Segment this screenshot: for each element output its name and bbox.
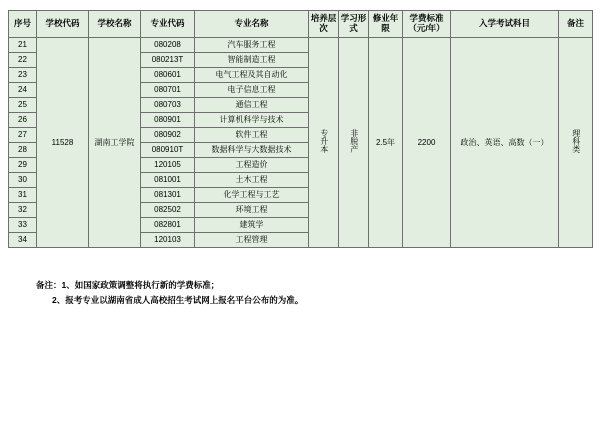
cell-major-code: 120105	[141, 158, 195, 173]
cell-remark	[559, 38, 593, 248]
table-header-row	[9, 11, 593, 38]
cell-level	[309, 38, 339, 248]
column-header-exam-subjects: 入学考试科目	[451, 11, 559, 38]
column-header-major-code: 专业代码	[141, 11, 195, 38]
cell-major-code: 080902	[141, 128, 195, 143]
cell-major-code: 082502	[141, 203, 195, 218]
cell-major-name: 通信工程	[195, 98, 309, 113]
cell-major-name: 环境工程	[195, 203, 309, 218]
footnote-line-1: 备注：1、如国家政策调整将执行新的学费标准；	[36, 280, 220, 290]
cell-fee: 2200	[403, 38, 451, 248]
cell-school-name: 湖南工学院	[89, 38, 141, 248]
cell-major-code: 080213T	[141, 53, 195, 68]
cell-major-name: 工程造价	[195, 158, 309, 173]
table-row	[9, 38, 593, 53]
cell-major-code: 082801	[141, 218, 195, 233]
cell-no: 24	[9, 83, 37, 98]
major-catalog-table	[8, 10, 593, 248]
cell-major-name: 建筑学	[195, 218, 309, 233]
cell-major-code: 080901	[141, 113, 195, 128]
cell-major-name: 计算机科学与技术	[195, 113, 309, 128]
column-header-school-name: 学校名称	[89, 11, 141, 38]
cell-major-name: 工程管理	[195, 233, 309, 248]
column-header-no: 序号	[9, 11, 37, 38]
cell-major-name: 智能制造工程	[195, 53, 309, 68]
table-header	[9, 11, 593, 38]
cell-no: 25	[9, 98, 37, 113]
cell-major-code: 080208	[141, 38, 195, 53]
cell-major-code: 080701	[141, 83, 195, 98]
cell-form-text: 非脱产	[349, 129, 359, 154]
cell-school-code: 11528	[37, 38, 89, 248]
cell-remark-text: 理科类	[571, 129, 581, 154]
column-header-school-code: 学校代码	[37, 11, 89, 38]
column-header-years: 修业年限	[369, 11, 403, 38]
cell-no: 34	[9, 233, 37, 248]
cell-major-name: 化学工程与工艺	[195, 188, 309, 203]
cell-years: 2.5年	[369, 38, 403, 248]
cell-major-name: 软件工程	[195, 128, 309, 143]
cell-major-code: 081301	[141, 188, 195, 203]
column-header-major-name: 专业名称	[195, 11, 309, 38]
cell-no: 31	[9, 188, 37, 203]
cell-no: 23	[9, 68, 37, 83]
cell-major-name: 电子信息工程	[195, 83, 309, 98]
column-header-form: 学习形式	[339, 11, 369, 38]
cell-exam-subjects: 政治、英语、高数（一）	[451, 38, 559, 248]
cell-major-code: 080910T	[141, 143, 195, 158]
cell-no: 21	[9, 38, 37, 53]
column-header-level: 培养层次	[309, 11, 339, 38]
cell-major-code: 120103	[141, 233, 195, 248]
column-header-fee: 学费标准（元/年）	[403, 11, 451, 38]
cell-no: 26	[9, 113, 37, 128]
cell-no: 28	[9, 143, 37, 158]
cell-level-text: 专升本	[319, 129, 329, 154]
document-page	[8, 10, 592, 248]
column-header-remark: 备注	[559, 11, 593, 38]
cell-no: 32	[9, 203, 37, 218]
cell-major-name: 数据科学与大数据技术	[195, 143, 309, 158]
cell-major-name: 土木工程	[195, 173, 309, 188]
cell-no: 22	[9, 53, 37, 68]
cell-no: 33	[9, 218, 37, 233]
cell-major-name: 汽车服务工程	[195, 38, 309, 53]
cell-major-code: 080703	[141, 98, 195, 113]
cell-major-code: 080601	[141, 68, 195, 83]
cell-no: 30	[9, 173, 37, 188]
cell-no: 29	[9, 158, 37, 173]
cell-no: 27	[9, 128, 37, 143]
table-body	[9, 38, 593, 248]
footnotes	[36, 278, 576, 308]
cell-major-name: 电气工程及其自动化	[195, 68, 309, 83]
footnote-line-2: 2、报考专业以湖南省成人高校招生考试网上报名平台公布的为准。	[52, 294, 304, 305]
cell-form	[339, 38, 369, 248]
cell-major-code: 081001	[141, 173, 195, 188]
